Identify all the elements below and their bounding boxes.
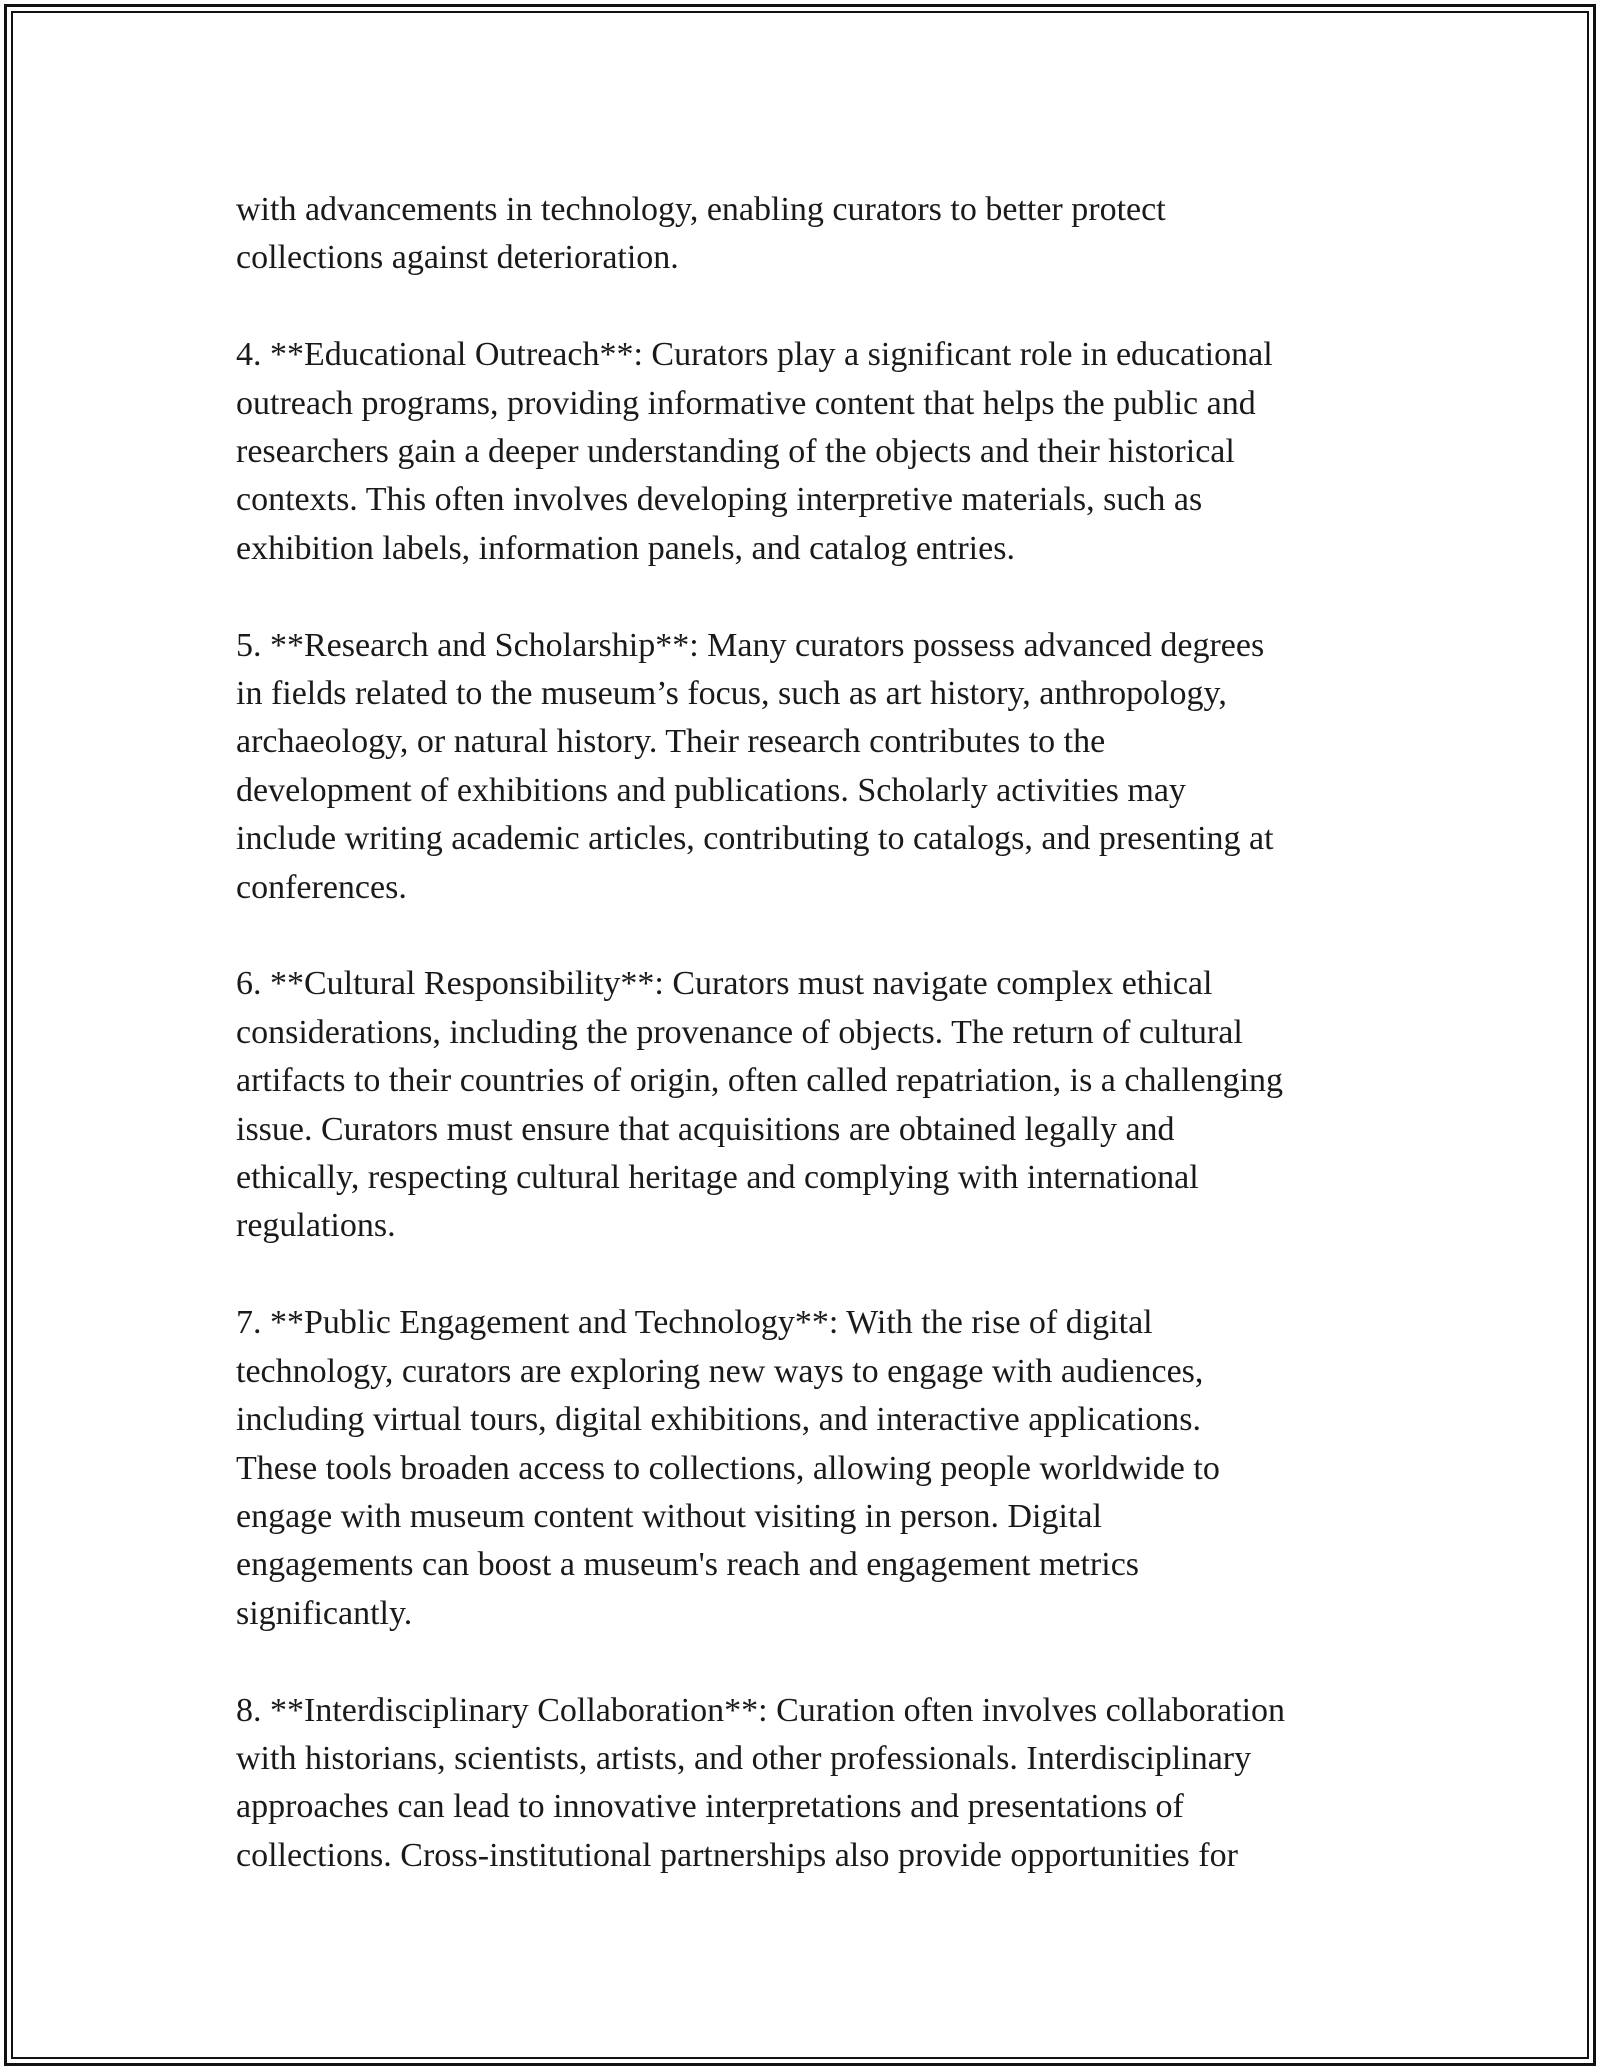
document-body: [236, 186, 1386, 1929]
paragraph-cultural-responsibility: 6. **Cultural Responsibility**: Curators must navigate complex ethical considerations, including the provenance of objects. The return of cultural artifacts to their countries of origin, often called repatriation, is a challenging issue. Curators must ensure that acquisitions are obtained legally and ethically, respecting cultural heritage and complying with international regulations.: [236, 965, 1284, 1245]
paragraph-public-engagement: 7. **Public Engagement and Technology**: With the rise of digital technology, curators are exploring new ways to engage with audiences, including virtual tours, digital exhibitions, and interactive applications. These tools broaden access to collections, allowing people worldwide to engage with museum content without visiting in person. Digital engagements can boost a museum's reach and engagement metrics significantly.: [236, 1304, 1220, 1632]
paragraph-continuation: with advancements in technology, enabling curators to better protect collections against deterioration.: [236, 191, 1166, 277]
paragraph-educational-outreach: 4. **Educational Outreach**: Curators play a significant role in educational outreach programs, providing informative content that helps the public and researchers gain a deeper understanding of the objects and their historical contexts. This often involves developing interpretive materials, such as exhibition labels, information panels, and catalog entries.: [236, 336, 1273, 567]
paragraph-research-scholarship: 5. **Research and Scholarship**: Many curators possess advanced degrees in fields related to the museum’s focus, such as art history, anthropology, archaeology, or natural history. Their research contributes to the development of exhibitions and publications. Scholarly activities may include writing academic articles, contributing to catalogs, and presenting at conferences.: [236, 626, 1274, 906]
paragraph-interdisciplinary-collaboration: 8. **Interdisciplinary Collaboration**: Curation often involves collaboration with historians, scientists, artists, and other professionals. Interdisciplinary approaches can lead to innovative interpretations and presentations of collections. Cross-institutional partnerships also provide opportunities for: [236, 1691, 1286, 1874]
